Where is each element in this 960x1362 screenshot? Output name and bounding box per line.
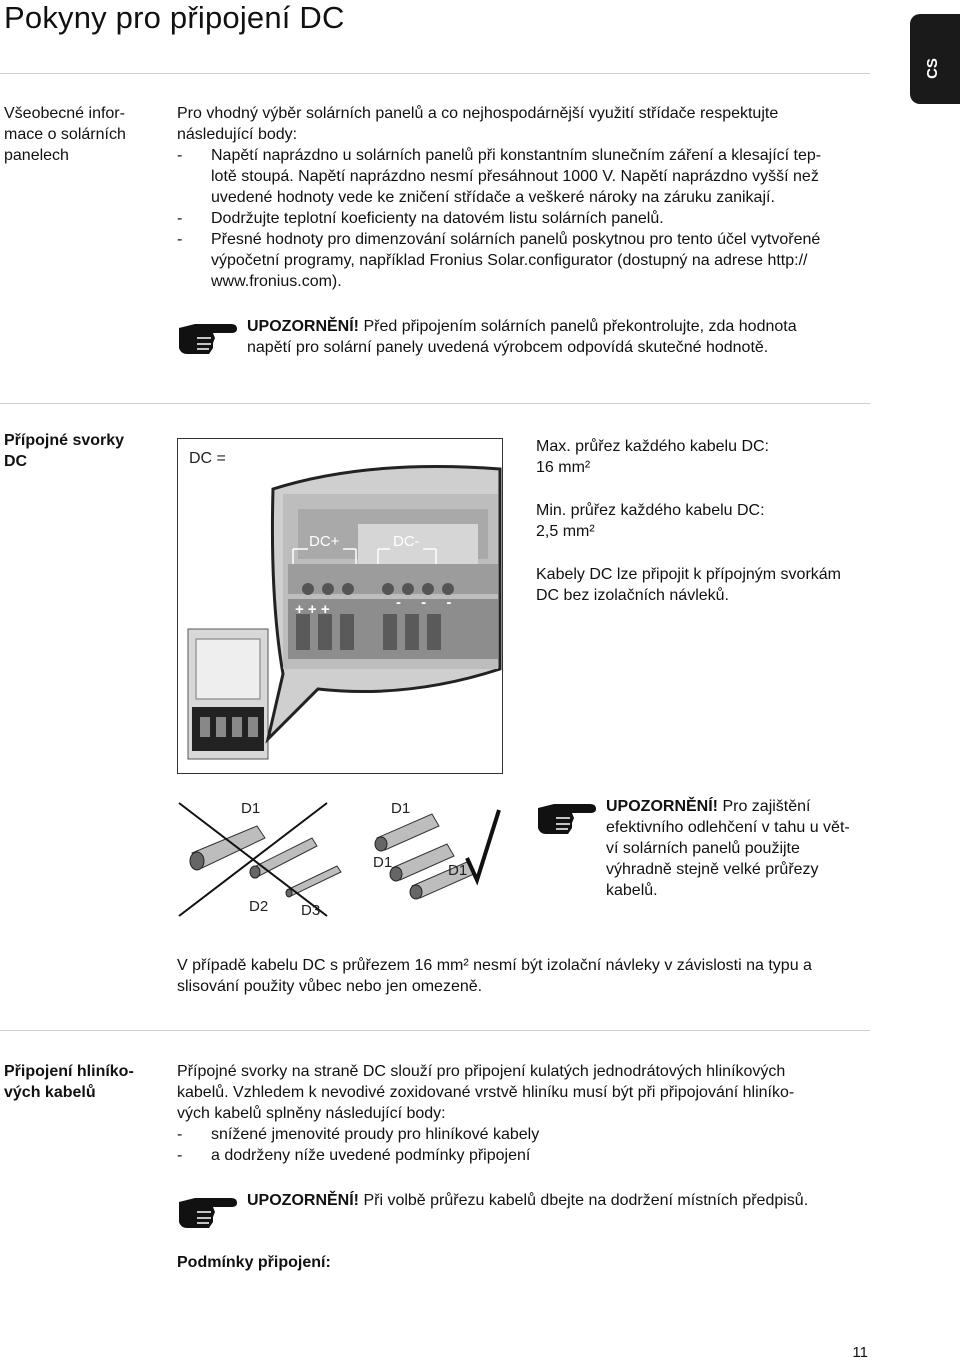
cable-right: [375, 810, 499, 899]
notice-text: [247, 1190, 808, 1232]
cable-label: D1: [391, 800, 411, 817]
heading-line: Připojení hliníko-: [4, 1063, 134, 1080]
section-aluminium-body: [177, 1061, 877, 1166]
list-item: [177, 1145, 877, 1166]
notice-local-regulations: [177, 1190, 808, 1232]
bullet-line: www.fronius.com).: [211, 273, 342, 290]
pointing-hand-icon: [177, 316, 239, 358]
figure-label-plus-signs: + + +: [295, 601, 330, 618]
note-line: V případě kabelu DC s průřezem 16 mm² nesmí být izolační návleky v závislosti na typu a: [177, 957, 812, 974]
spec-line: DC bez izolačních návleků.: [536, 587, 729, 604]
heading-line: mace o solárních: [4, 126, 126, 143]
heading-line: Všeobecné infor-: [4, 105, 125, 122]
notice-line: Pro zajištění: [718, 798, 811, 815]
bullet-line: Napětí naprázdno u solárních panelů při konstantním slunečním záření a klesající tep-: [211, 147, 822, 164]
notice-line: ví solárních panelů použijte: [606, 840, 800, 857]
intro-line: kabelů. Vzhledem k nevodivé zoxidované vrstvě hliníku musí být při připojování hliníko-: [177, 1084, 795, 1101]
heading-line: vých kabelů: [4, 1084, 96, 1101]
bullet-text: snížené jmenovité proudy pro hliníkové kabely: [211, 1126, 540, 1143]
pointing-hand-icon: [177, 1190, 239, 1232]
cable-label: D1: [241, 800, 261, 817]
cable-label: D2: [249, 898, 269, 915]
divider: [0, 1030, 870, 1031]
bullet-line: Dodržujte teplotní koeficienty na datovém listu solárních panelů.: [211, 210, 664, 227]
notice-label: UPOZORNĚNÍ!: [606, 798, 718, 815]
dc-terminal-figure: [177, 438, 503, 774]
bullet-dash: -: [177, 231, 183, 248]
bullet-dash: -: [177, 147, 183, 164]
language-tab[interactable]: [910, 14, 960, 104]
cable-diagram: [177, 798, 507, 918]
notice-line: napětí pro solární panely uvedená výrobcem odpovídá skutečné hodnotě.: [247, 339, 769, 356]
section-general-body: [177, 103, 877, 292]
intro-line: Pro vhodný výběr solárních panelů a co nejhospodárnější využití střídače respektujte: [177, 105, 779, 122]
bullet-dash: -: [177, 210, 183, 227]
list-item: [177, 1124, 877, 1145]
connection-conditions-heading: Podmínky připojení:: [177, 1254, 331, 1271]
notice-line: Při volbě průřezu kabelů dbejte na dodržení místních předpisů.: [359, 1192, 809, 1209]
notice-voltage: [177, 316, 797, 358]
divider: [0, 403, 870, 404]
spec-max: [536, 436, 876, 478]
notice-line: efektivního odlehčení v tahu u vět-: [606, 819, 850, 836]
cable-illustration: [177, 798, 507, 918]
spec-min: [536, 500, 876, 542]
heading-line: DC: [4, 453, 28, 470]
spec-line: 2,5 mm²: [536, 523, 595, 540]
divider: [0, 73, 870, 74]
figure-label-dc: DC =: [189, 450, 226, 467]
spec-line: Max. průřez každého kabelu DC:: [536, 438, 769, 455]
list-item: [177, 229, 877, 292]
section-heading-general: [4, 103, 126, 166]
spec-sleeves: [536, 564, 876, 606]
intro-line: následující body:: [177, 126, 298, 143]
bullet-line: uvedené hodnoty vede ke zničení střídače a veškeré nároky na záruku zanikají.: [211, 189, 775, 206]
section-heading-dc-terminals: [4, 430, 124, 472]
figure-label-minus-signs: - - -: [396, 594, 460, 611]
section-heading-aluminium: [4, 1061, 134, 1103]
notice-text: [606, 796, 850, 901]
dc-terminal-specs: [536, 436, 876, 606]
cable-label: D1: [373, 854, 393, 871]
notice-line: Před připojením solárních panelů překontrolujte, zda hodnota: [359, 318, 797, 335]
bullet-line: lotě stoupá. Napětí naprázdno nesmí přesáhnout 1000 V. Napětí naprázdno vyšší než: [211, 168, 819, 185]
heading-line: panelech: [4, 147, 69, 164]
intro-line: vých kabelů splněny následující body:: [177, 1105, 446, 1122]
heading-line: Přípojné svorky: [4, 432, 125, 449]
bullet-text: a dodrženy níže uvedené podmínky připojení: [211, 1147, 531, 1164]
notice-label: UPOZORNĚNÍ!: [247, 1192, 359, 1209]
page-number: 11: [852, 1344, 868, 1361]
notice-line: kabelů.: [606, 882, 658, 899]
bullet-line: výpočetní programy, například Fronius Solar.configurator (dostupný na adrese http://: [211, 252, 808, 269]
pointing-hand-icon: [536, 796, 598, 838]
spec-line: Min. průřez každého kabelu DC:: [536, 502, 765, 519]
dc-sleeve-note: [177, 955, 877, 997]
notice-text: [247, 316, 797, 358]
note-line: slisování použity vůbec nebo jen omezeně.: [177, 978, 483, 995]
list-item: [177, 145, 877, 208]
spec-line: 16 mm²: [536, 459, 591, 476]
figure-label-dc-minus: DC-: [393, 533, 420, 550]
bullet-dash: -: [177, 1147, 183, 1164]
cable-label: D3: [301, 902, 321, 919]
page-title: Pokyny pro připojení DC: [4, 0, 345, 35]
spec-line: Kabely DC lze připojit k přípojným svorkám: [536, 566, 841, 583]
intro-line: Přípojné svorky na straně DC slouží pro připojení kulatých jednodrátových hliníkových: [177, 1063, 786, 1080]
cable-label: D1: [448, 862, 468, 879]
notice-line: výhradně stejně velké průřezy: [606, 861, 819, 878]
language-tab-label: CS: [923, 58, 941, 79]
notice-strain-relief: [536, 796, 850, 901]
bullet-dash: -: [177, 1126, 183, 1143]
list-item: [177, 208, 877, 229]
bullet-line: Přesné hodnoty pro dimenzování solárních panelů poskytnou pro tento účel vytvořené: [211, 231, 821, 248]
notice-label: UPOZORNĚNÍ!: [247, 318, 359, 335]
figure-label-dc-plus: DC+: [309, 533, 340, 550]
